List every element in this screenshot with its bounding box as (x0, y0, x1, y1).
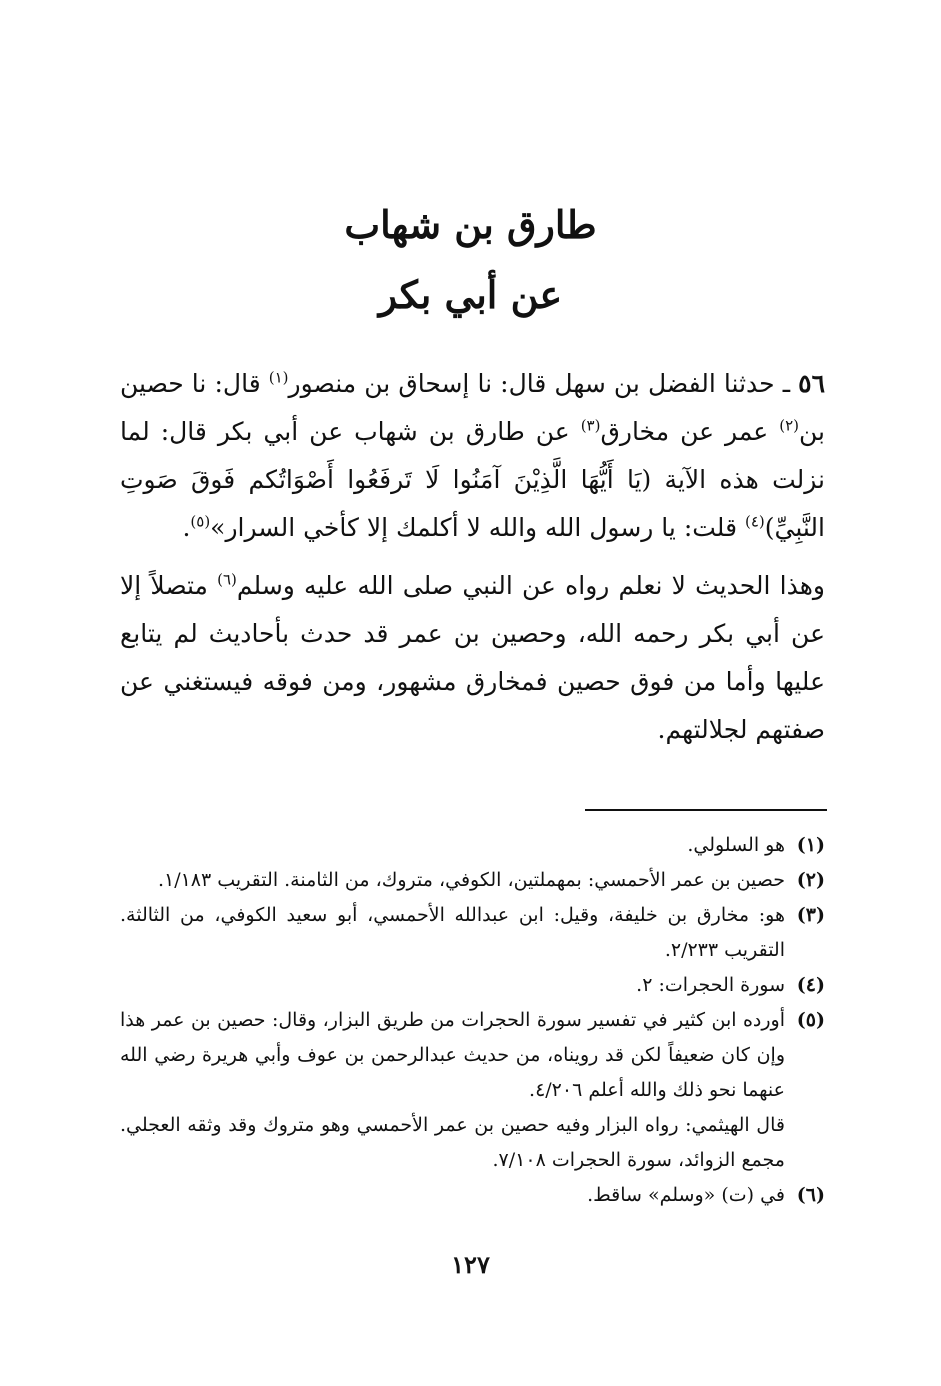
chapter-title-line-1: طارق بن شهاب (344, 202, 597, 247)
footnote-line: في (ت) «وسلم» ساقط. (587, 1184, 785, 1206)
commentary-paragraph (120, 562, 825, 754)
hadith-dash: ـ (774, 369, 799, 398)
footnote-text (120, 828, 785, 863)
footnote-number: (٣) (796, 904, 825, 926)
footnote-number: (٤) (796, 974, 825, 996)
footnote-text (120, 1178, 785, 1213)
footnote-item (120, 968, 825, 1003)
hadith-number: ٥٦ (798, 369, 826, 398)
footnote-ref[interactable]: (٣) (580, 416, 601, 435)
footnote-ref[interactable]: (١) (268, 368, 289, 387)
footnote-item (120, 898, 825, 968)
commentary-text: وهذا الحديث لا نعلم رواه عن النبي صلى الله عليه وسلم (236, 571, 825, 600)
footnote-line: قال الهيثمي: رواه البزار وفيه حصين بن عمر الأحمسي وهو متروك وقد وثقه العجلي. مجمع الزوائد، سورة الحجرات ٧/١٠٨. (120, 1114, 785, 1171)
footnote-item (120, 828, 825, 863)
hadith-text: قلت: يا رسول الله والله لا أكلمك إلا كأخي السرار» (210, 513, 745, 542)
hadith-text: . (182, 513, 191, 542)
footnote-line: سورة الحجرات: ٢. (636, 974, 785, 996)
footnote-number: (٦) (796, 1184, 825, 1206)
footnote-line: هو: مخارق بن خليفة، وقيل: ابن عبدالله الأحمسي، أبو سعيد الكوفي، من الثالثة. التقريب ٢/٢٣٣. (120, 904, 785, 961)
footnote-number: (٢) (796, 869, 825, 891)
main-text (120, 360, 825, 764)
footnote-ref[interactable]: (٥) (190, 512, 211, 531)
footnote-ref[interactable]: (٤) (744, 512, 765, 531)
footnote-item (120, 1003, 825, 1178)
footnote-divider (585, 809, 827, 811)
footnote-ref[interactable]: (٦) (217, 570, 237, 589)
footnote-ref[interactable]: (٢) (779, 416, 799, 435)
footnote-item (120, 1178, 825, 1213)
footnote-number: (٥) (796, 1009, 825, 1031)
footnote-line: هو السلولي. (687, 834, 785, 856)
footnote-text (120, 968, 785, 1003)
footnote-text (120, 1003, 785, 1178)
footnote-number: (١) (796, 834, 825, 856)
hadith-text: حدثنا الفضل بن سهل قال: نا إسحاق بن منصور (288, 369, 775, 398)
hadith-text: قال: نا حصين بن (120, 369, 825, 446)
footnote-line: حصين بن عمر الأحمسي: بمهملتين، الكوفي، متروك، من الثامنة. التقريب ١/١٨٣. (157, 869, 785, 891)
footnote-text (120, 863, 785, 898)
chapter-title-line-2: عن أبي بكر (378, 272, 563, 317)
footnotes (120, 828, 825, 1213)
chapter-title (0, 190, 941, 330)
commentary-text: متصلاً إلا عن أبي بكر رحمه الله، وحصين بن عمر قد حدث بأحاديث لم يتابع عليها وأما من فوق حصين فمخارق مشهور، ومن فوقه فيستغني عن صفتهم لجلالتهم. (120, 571, 825, 744)
hadith-paragraph (120, 360, 825, 552)
hadith-text: عن طارق بن شهاب عن أبي بكر قال: لما نزلت هذه الآية (يَا أَيُّهَا الَّذِيْنَ آمَنُوا لَا تَرفَعُوا أَصْوَاتُكم فَوقَ صَوتِ النَّبِيِّ) (120, 417, 825, 542)
footnote-line: أورده ابن كثير في تفسير سورة الحجرات من طريق البزار، وقال: حصين بن عمر هذا وإن كان ضعيفاً لكن قد رويناه، من حديث عبدالرحمن بن عوف وأبي هريرة رضي الله عنهما نحو ذلك والله أعلم ٤/٢٠٦. (120, 1009, 785, 1101)
hadith-text: عمر عن مخارق (600, 417, 780, 446)
footnote-text (120, 898, 785, 968)
page-number: ١٢٧ (451, 1250, 490, 1279)
footnote-item (120, 863, 825, 898)
